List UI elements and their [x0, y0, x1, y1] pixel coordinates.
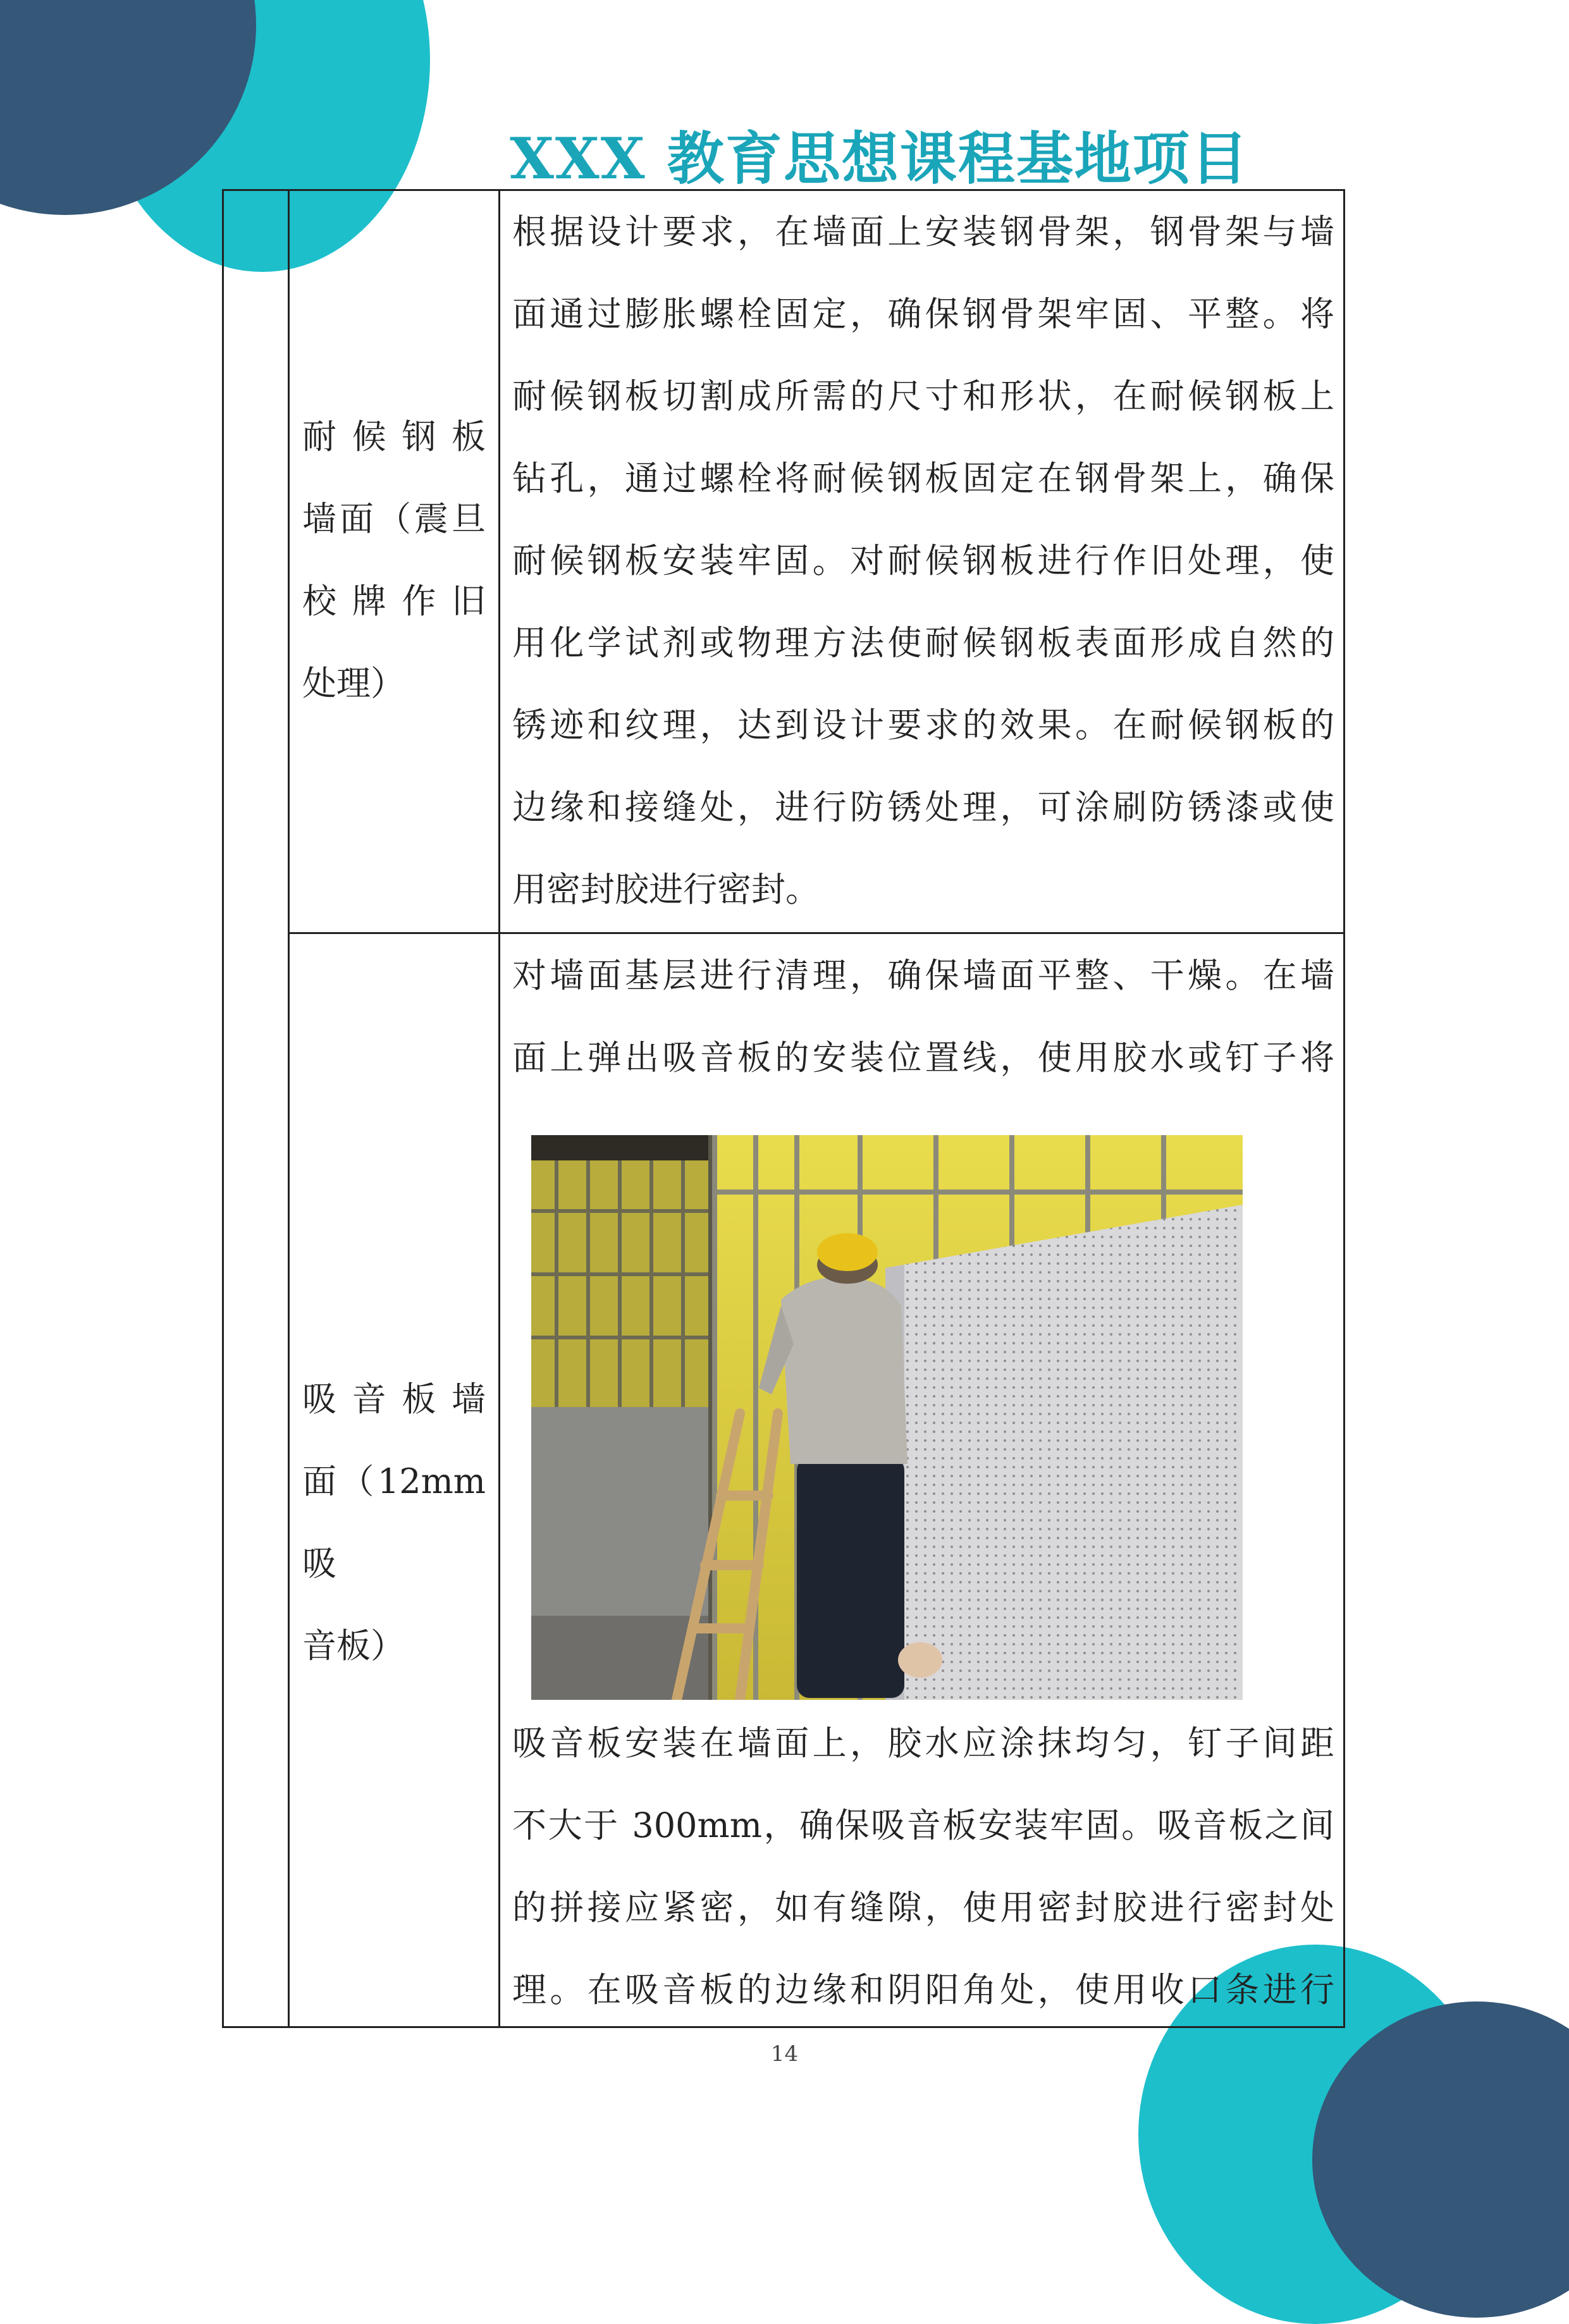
- row-1-text-line: 面通过膨胀螺栓固定，确保钢骨架牢固、平整。将: [512, 294, 1334, 334]
- row-1-label: [302, 396, 486, 725]
- table-row-divider: [288, 932, 1343, 934]
- row-2-label-line: 吸 音 板 墙: [302, 1379, 486, 1419]
- row-1-text-line: 锈迹和纹理，达到设计要求的效果。在耐候钢板的: [512, 705, 1334, 745]
- row-1-text-line: 钻孔，通过螺栓将耐候钢板固定在钢骨架上，确保: [512, 458, 1334, 498]
- page-title: XXX 教育思想课程基地项目: [510, 125, 1249, 192]
- row-1-text-line: 用化学试剂或物理方法使耐候钢板表面形成自然的: [512, 623, 1334, 663]
- row-1-text-line: 耐候钢板安装牢固。对耐候钢板进行作旧处理，使: [512, 541, 1334, 581]
- row-2-text-line: 面上弹出吸音板的安装位置线，使用胶水或钉子将: [512, 1038, 1334, 1078]
- row-1-text-line: 根据设计要求，在墙面上安装钢骨架，钢骨架与墙: [512, 212, 1334, 252]
- row-2-text-line: 对墙面基层进行清理，确保墙面平整、干燥。在墙: [512, 956, 1334, 995]
- row-2-label: [302, 1358, 486, 1687]
- row-2-text-line: 不大于 300mm，确保吸音板安装牢固。吸音板之间: [512, 1805, 1334, 1845]
- row-2-description-before: [512, 935, 1334, 1099]
- row-1-label-line: 耐 候 钢 板: [302, 417, 486, 457]
- row-2-text-line: 吸音板安装在墙面上，胶水应涂抹均匀，钉子间距: [512, 1723, 1334, 1763]
- row-1-text-line: 用密封胶进行密封。: [512, 870, 820, 909]
- table-col-divider-2: [498, 191, 500, 2026]
- table-col-divider-1: [288, 191, 290, 2026]
- row-2-label-line: 音板）: [302, 1626, 405, 1666]
- row-2-text-line: 的拼接应紧密，如有缝隙，使用密封胶进行密封处: [512, 1888, 1334, 1927]
- page-number: 14: [770, 2041, 799, 2067]
- row-2-description-after: [512, 1702, 1334, 2031]
- row-1-label-line: 墙面（震旦: [302, 499, 486, 539]
- construction-photo: [531, 1135, 1243, 1700]
- row-1-text-line: 耐候钢板切割成所需的尺寸和形状，在耐候钢板上: [512, 376, 1334, 416]
- row-1-text-line: 边缘和接缝处，进行防锈处理，可涂刷防锈漆或使: [512, 787, 1334, 827]
- row-1-label-line: 校 牌 作 旧: [302, 581, 486, 621]
- row-1-description: [512, 191, 1334, 931]
- row-2-label-line: 面（12mm 吸: [302, 1461, 486, 1583]
- row-1-label-line: 处理）: [302, 663, 405, 703]
- row-2-text-line: 理。在吸音板的边缘和阴阳角处，使用收口条进行: [512, 1970, 1334, 2010]
